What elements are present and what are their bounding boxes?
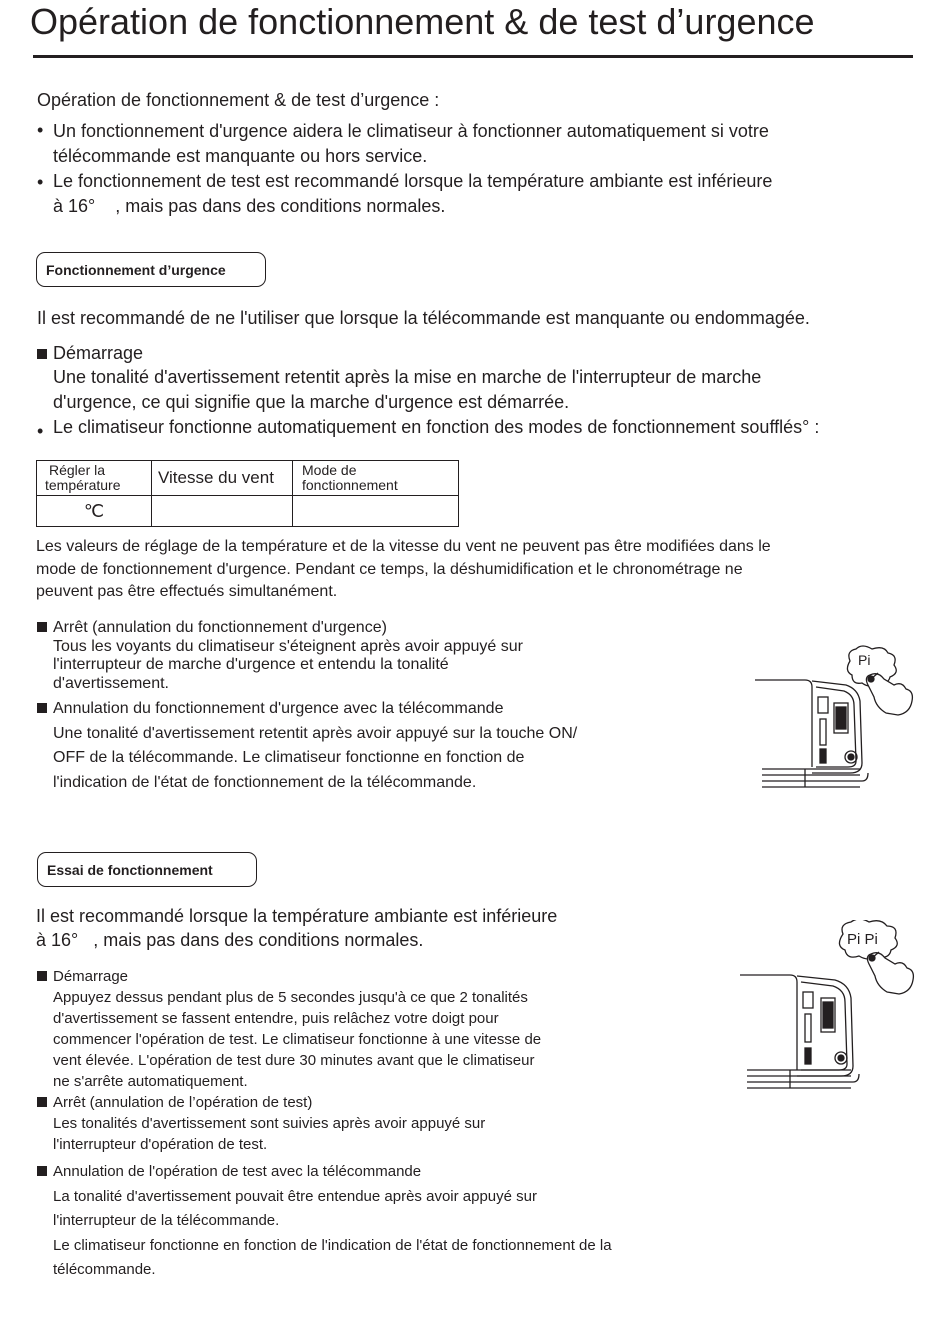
table-header-temperature	[37, 461, 152, 496]
square-bullet-icon	[37, 703, 47, 713]
emergency-cancel-heading: Annulation du fonctionnement d'urgence avec la télécommande	[53, 700, 504, 717]
test-stop-heading: Arrêt (annulation de l’opération de test)	[53, 1094, 313, 1111]
table-header-mode-line2: fonctionnement	[302, 477, 398, 493]
test-cancel-text-1: La tonalité d'avertissement pouvait être entendue après avoir appuyé sur	[53, 1187, 537, 1205]
table-header-wind-speed: Vitesse du vent	[152, 461, 293, 496]
emergency-start-text-2: d'urgence, ce qui signifie que la marche d'urgence est démarrée.	[53, 392, 570, 412]
emergency-stop-block	[37, 619, 523, 693]
test-start-text-3: commencer l'opération de test. Le climatiseur fonctionne à une vitesse de	[53, 1031, 542, 1048]
emergency-recommendation: Il est recommandé de ne l'utiliser que lorsque la télécommande est manquante ou endommagée.	[37, 308, 810, 328]
square-bullet-icon	[37, 349, 47, 359]
emergency-stop-text-2: l'interrupteur de marche d'urgence et entendu la tonalité	[53, 656, 449, 673]
test-cancel-block	[37, 1160, 612, 1283]
test-cancel-text-3: Le climatiseur fonctionne en fonction de l'indication de l'état de fonctionnement de la	[53, 1236, 612, 1254]
emergency-mode-table	[36, 460, 459, 527]
emergency-cancel-text-2: OFF de la télécommande. Le climatiseur fonctionne en fonction de	[53, 749, 525, 766]
table-header-mode	[293, 461, 459, 496]
intro-bullet-2	[37, 169, 772, 219]
test-recommendation-1: Il est recommandé lorsque la température ambiante est inférieure	[36, 906, 558, 926]
test-start-block	[37, 966, 541, 1155]
emergency-stop-text-1: Tous les voyants du climatiseur s'éteignent après avoir appuyé sur	[53, 637, 523, 655]
intro-bullet-2-text-2: à 16° , mais pas dans des conditions normales.	[53, 196, 446, 216]
intro-bullet-1-text-2: télécommande est manquante ou hors service.	[53, 146, 428, 166]
test-cancel-text-4: télécommande.	[53, 1261, 156, 1279]
test-start-text-1: Appuyez dessus pendant plus de 5 secondes jusqu'à ce que 2 tonalités	[53, 989, 528, 1006]
test-stop-text-1: Les tonalités d'avertissement sont suivies après avoir appuyé sur	[53, 1115, 486, 1132]
beep-label: Pi	[858, 652, 871, 668]
emergency-start-heading	[37, 341, 143, 366]
test-start-text-2: d'avertissement se fassent entendre, puis relâchez votre doigt pour	[53, 1010, 499, 1027]
test-start-heading: Démarrage	[53, 968, 129, 985]
table-header-temperature-line2: température	[45, 477, 121, 493]
air-conditioner-test-button-illustration	[735, 920, 920, 1100]
emergency-cancel-text-3: l'indication de l'état de fonctionnement de la télécommande.	[53, 773, 477, 791]
table-header-mode-line1: Mode de	[302, 462, 357, 478]
page-title: Opération de fonctionnement & de test d’urgence	[30, 1, 815, 42]
test-section-label: Essai de fonctionnement	[37, 852, 257, 887]
test-start-text-4: vent élevée. L'opération de test dure 30 minutes avant que le climatiseur	[53, 1052, 535, 1069]
table-cell-mode	[293, 496, 459, 527]
intro-heading: Opération de fonctionnement & de test d’urgence :	[37, 90, 440, 110]
test-cancel-heading: Annulation de l'opération de test avec la télécommande	[53, 1163, 422, 1180]
square-bullet-icon	[37, 622, 47, 632]
square-bullet-icon	[37, 1097, 47, 1107]
emergency-auto-line	[37, 415, 819, 440]
intro-bullet-1	[37, 119, 769, 169]
round-bullet-icon: •	[37, 421, 44, 441]
table-header-temperature-line1: Régler la	[49, 462, 106, 478]
intro-bullet-2-text: Le fonctionnement de test est recommandé lorsque la température ambiante est inférieure	[53, 171, 773, 191]
table-cell-temperature: ℃	[37, 496, 152, 527]
emergency-cancel-text-1: Une tonalité d'avertissement retentit après avoir appuyé sur la touche ON/	[53, 724, 578, 742]
beep-label: Pi Pi	[847, 931, 878, 948]
table-cell-wind-speed	[152, 496, 293, 527]
emergency-note-line1: Les valeurs de réglage de la température et de la vitesse du vent ne peuvent pas être modifiées dans le	[36, 538, 771, 555]
emergency-start-text-1: Une tonalité d'avertissement retentit après la mise en marche de l'interrupteur de marche	[53, 367, 762, 387]
emergency-stop-heading: Arrêt (annulation du fonctionnement d'urgence)	[53, 619, 387, 636]
round-bullet-icon: •	[37, 172, 44, 192]
square-bullet-icon	[37, 1166, 47, 1176]
square-bullet-icon	[37, 971, 47, 981]
test-stop-text-2: l'interrupteur d'opération de test.	[53, 1136, 268, 1153]
test-start-text-5: ne s'arrête automatiquement.	[53, 1073, 248, 1090]
emergency-auto-text: Le climatiseur fonctionne automatiquement en fonction des modes de fonctionnement soufflés° :	[53, 417, 820, 437]
intro-bullet-1-text: Un fonctionnement d'urgence aidera le climatiseur à fonctionner automatiquement si votre	[53, 121, 769, 141]
emergency-stop-text-3: d'avertissement.	[53, 674, 169, 692]
test-recommendation-2: à 16° , mais pas dans des conditions normales.	[36, 930, 424, 950]
emergency-note-line2: mode de fonctionnement d'urgence. Pendant ce temps, la déshumidification et le chronométrage ne	[36, 560, 743, 578]
air-conditioner-button-press-illustration	[750, 645, 920, 795]
title-divider	[33, 55, 913, 58]
test-cancel-text-2: l'interrupteur de la télécommande.	[53, 1212, 280, 1230]
emergency-start-heading-text: Démarrage	[53, 343, 144, 363]
emergency-note-line3: peuvent pas être effectués simultanément.	[36, 583, 338, 600]
round-bullet-icon: •	[37, 120, 44, 140]
emergency-section-label: Fonctionnement d’urgence	[36, 252, 266, 287]
emergency-cancel-block	[37, 697, 577, 795]
emergency-note	[36, 536, 771, 604]
